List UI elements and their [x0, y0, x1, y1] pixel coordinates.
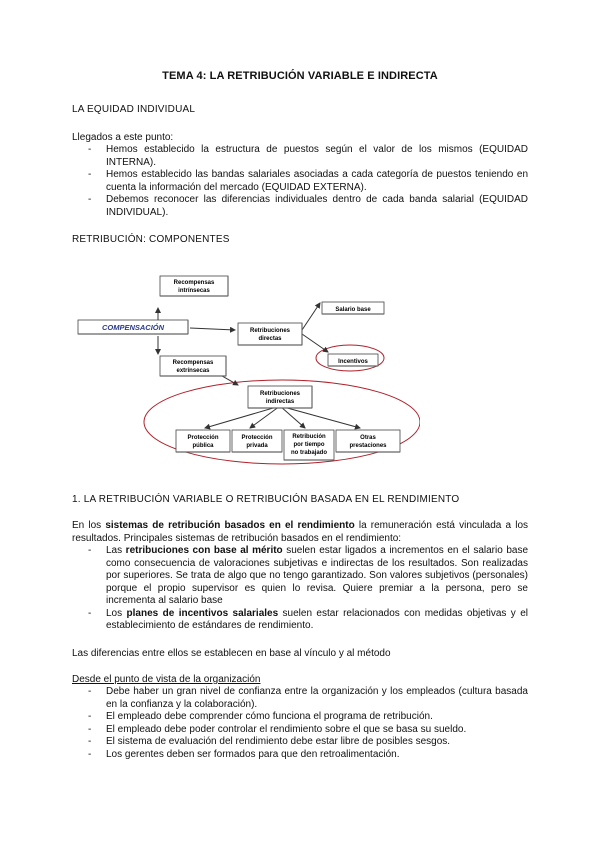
intrinsecas-label-2: intrínsecas: [178, 288, 210, 294]
list-item: - El empleado debe comprender cómo funciona el programa de retribución.: [88, 711, 433, 722]
list-item: - Hemos establecido la estructura de puestos según el valor de los mismos (EQUIDAD INTERNA).: [88, 144, 528, 168]
differences-text: Las diferencias entre ellos se establecen en base al vínculo y al método: [72, 648, 391, 659]
indirectas-label-2: indirectas: [265, 399, 295, 405]
compensation-diagram: [70, 268, 420, 468]
page-title: TEMA 4: LA RETRIBUCIÓN VARIABLE E INDIRECTA: [162, 70, 438, 82]
list-item: - Hemos establecido las bandas salariales asociadas a cada categoría de puestos teniendo en cuenta la información del mercado (EQUIDAD EXTERNA).: [88, 169, 528, 193]
compensacion-label: COMPENSACIÓN: [101, 323, 165, 332]
indirectas-label-1: Retribuciones: [259, 391, 301, 397]
retribucion-tiempo-label-3: no trabajado: [290, 450, 328, 456]
equity-intro: Llegados a este punto:: [72, 132, 174, 143]
incentivos-label: Incentivos: [338, 359, 368, 365]
directas-label-1: Retribuciones: [249, 328, 291, 334]
proteccion-publica-label-2: pública: [192, 443, 214, 449]
list-item: - Las retribuciones con base al mérito suelen estar ligados a incrementos en el salario base como consecuencia de valoraciones subjetivas e indirectas de los resultados. Son realizadas por superiores. Se trata de algo que no tengo garantizado. Son valores subjetivos (personales) porque el propio supervisor es quien lo revisa. Quiere premiar a la persona, pero se incrementa al salario base: [88, 545, 529, 606]
components-heading: RETRIBUCIÓN: COMPONENTES: [72, 234, 230, 245]
otras-label-1: Otras: [360, 435, 376, 441]
directas-label-2: directas: [258, 336, 282, 342]
proteccion-privada-label-2: privada: [246, 443, 268, 449]
retribucion-tiempo-label-2: por tiempo: [293, 442, 325, 448]
variable-list: [72, 545, 528, 633]
list-item: - Debe haber un gran nivel de confianza entre la organización y los empleados (cultura basada en la confianza y la colaboración).: [88, 686, 528, 710]
list-item: - Debemos reconocer las diferencias individuales dentro de cada banda salarial (EQUIDAD INDIVIDUAL).: [88, 194, 528, 218]
list-item: - Los planes de incentivos salariales suelen estar relacionados con medidas objetivas y el establecimiento de estándares de rendimiento.: [88, 607, 528, 631]
proteccion-privada-label-1: Protección: [241, 435, 273, 441]
list-item: - El empleado debe poder controlar el rendimiento sobre el que se basa su sueldo.: [88, 723, 467, 735]
equity-heading: LA EQUIDAD INDIVIDUAL: [72, 104, 196, 115]
salario-base-label: Salario base: [335, 307, 371, 313]
equity-list: [72, 144, 528, 219]
organization-heading: Desde el punto de vista de la organización: [72, 674, 261, 685]
list-item: - El sistema de evaluación del rendimiento debe estar libre de posibles sesgos.: [88, 736, 451, 747]
intrinsecas-label-1: Recompensas: [173, 280, 215, 286]
variable-paragraph: En los sistemas de retribución basados en el rendimiento la remuneración está vinculada a los resultados. Principales sistemas de retribución basados en el rendimiento:: [72, 520, 528, 544]
variable-heading: 1. LA RETRIBUCIÓN VARIABLE O RETRIBUCIÓN BASADA EN EL RENDIMIENTO: [72, 494, 460, 505]
retribucion-tiempo-label-1: Retribución: [292, 434, 326, 440]
extrinsecas-label-1: Recompensas: [172, 360, 214, 366]
extrinsecas-label-2: extrínsecas: [176, 368, 210, 374]
list-item: - Los gerentes deben ser formados para que den retroalimentación.: [88, 748, 400, 760]
organization-list: [72, 686, 528, 761]
proteccion-publica-label-1: Protección: [187, 435, 219, 441]
otras-label-2: prestaciones: [349, 443, 387, 449]
